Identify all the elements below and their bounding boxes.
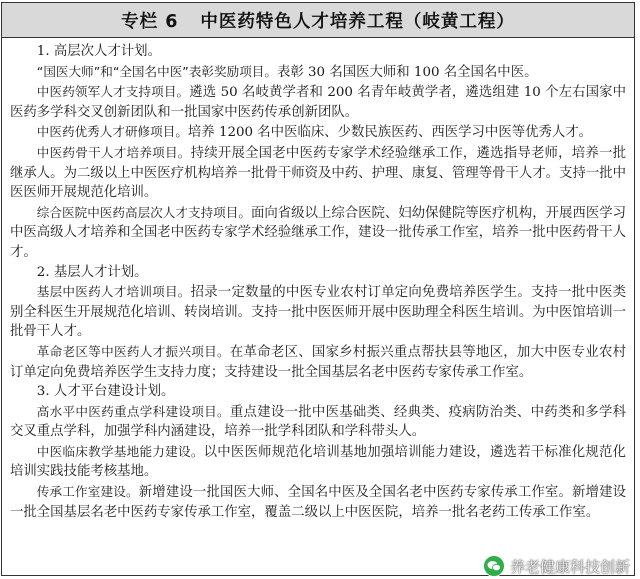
item-text: 重点建设一批中医基础类、经典类、疫病防治类、中药类和多学科交叉重点学科，加强学科内涵建设，培养一批学科团队和学科带头人。 xyxy=(10,404,627,440)
item-lead: 中医药骨干人才培养项目。 xyxy=(36,144,191,160)
list-item xyxy=(10,82,626,122)
watermark xyxy=(483,555,630,577)
item-lead: 综合医院中医药高层次人才支持项目。 xyxy=(36,204,251,220)
section-title: 1. 高层次人才计划。 xyxy=(36,44,161,59)
item-lead: 中医临床教学基地能力建设。 xyxy=(36,443,204,459)
list-item xyxy=(10,62,626,83)
column-box xyxy=(1,2,635,576)
item-text: 在革命老区、国家乡村振兴重点帮扶县等地区，加大中医专业农村订单定向免费培养医学生支持力度；支持建设一批全国基层名老中医药专家传承工作室。 xyxy=(10,344,627,380)
column-title: 中医药特色人才培养工程（岐黄工程） xyxy=(200,11,515,32)
item-lead: “国医大师”和“全国名中医”表彰奖励项目。 xyxy=(36,63,277,79)
list-item xyxy=(10,203,626,263)
column-content xyxy=(2,38,634,522)
column-number: 专栏 6 xyxy=(121,11,179,32)
watermark-text: 养老健康科技创新 xyxy=(509,557,630,576)
list-item xyxy=(10,482,626,522)
item-lead: 中医药领军人才支持项目。 xyxy=(36,84,190,100)
list-item xyxy=(10,122,626,143)
item-text: 新增建设一批国医大师、全国名中医及全国名老中医药专家传承工作室。新增建设一批全国基层名老中医药专家传承工作室，覆盖二级以上中医医院，培养一批名老药工传承工作室。 xyxy=(10,485,627,520)
list-item xyxy=(10,442,626,482)
item-lead: 高水平中医药重点学科建设项目。 xyxy=(36,403,230,419)
item-lead: 基层中医药人才培训项目。 xyxy=(36,284,191,300)
item-text: 面向省级以上综合医院、妇幼保健院等医疗机构，开展西医学习中医高级人才培养和全国老中医药专家学术经验继承工作，建设一批传承工作室，培养一批中医药骨干人才。 xyxy=(10,205,627,260)
list-item xyxy=(10,282,626,342)
wechat-icon xyxy=(483,555,505,577)
section-title: 3. 人才平台建设计划。 xyxy=(36,384,175,400)
column-header xyxy=(2,3,634,38)
item-text: 以中医医师规范化培训基地加强培训能力建设，遴选若干标准化规范化培训实践技能考核基地。 xyxy=(10,444,627,480)
item-text: 持续开展全国老中医药专家学术经验继承工作，遴选指导老师，培养一批继承人。为二级以上中医医疗机构培养一批骨干师资及中药、护理、康复、管理等骨干人才。支持一批中医医师开展规范化培训。 xyxy=(10,145,627,201)
item-text: 培养 1200 名中医临床、少数民族医药、西医学习中医等优秀人才。 xyxy=(187,125,593,141)
item-lead: 革命老区等中医药人才振兴项目。 xyxy=(36,343,230,359)
item-text: 表彰 30 名国医大师和 100 名全国名中医。 xyxy=(277,64,538,80)
list-item xyxy=(10,143,626,203)
list-item xyxy=(10,342,626,382)
item-text: 招录一定数量的中医专业农村订单定向免费培养医学生。支持一批中医类别全科医生开展规范化培训、转岗培训。支持一批中医医师开展中医助理全科医生培训。为中医馆培训一批骨干人才。 xyxy=(10,285,627,340)
item-text: 遴选 50 名岐黄学者和 200 名青年岐黄学者，遴选组建 10 个左右国家中医药多学科交叉创新团队和一批国家中医药传承创新团队。 xyxy=(10,85,626,120)
list-item xyxy=(10,402,626,442)
section-title: 2. 基层人才计划。 xyxy=(36,264,148,280)
item-lead: 中医药优秀人才研修项目。 xyxy=(36,124,188,140)
item-lead: 传承工作室建设。 xyxy=(36,484,139,500)
